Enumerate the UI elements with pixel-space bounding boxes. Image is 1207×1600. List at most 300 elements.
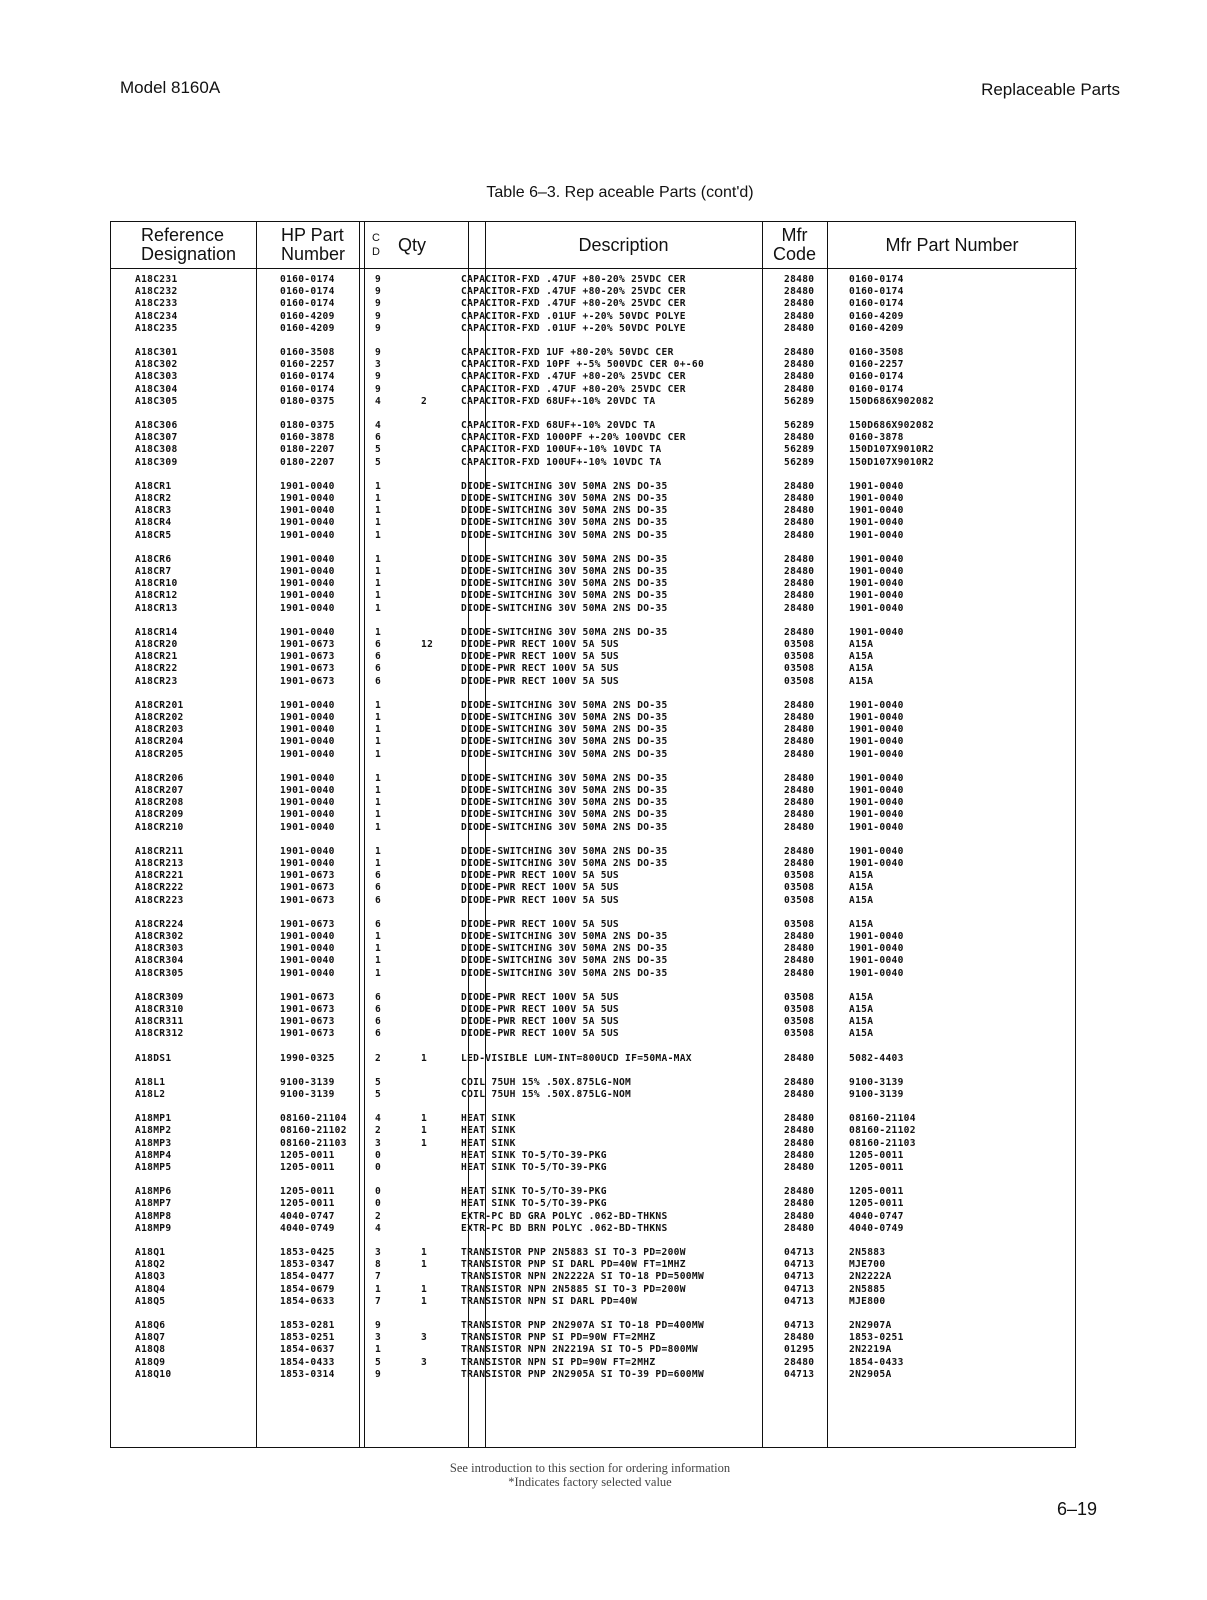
ref-designation: A18CR205 [135,748,184,760]
col-header-qty: Qty [397,234,426,255]
description: DIODE-SWITCHING 30V 50MA 2NS DO-35 [461,724,668,736]
mfr-part-number: 1901-0040 [849,626,904,638]
cd-digit: 1 [375,821,382,833]
cd-digit: 1 [375,602,382,614]
ref-designation: A18CR309 [135,991,184,1003]
hp-part-number: 0160-0174 [280,274,335,285]
mfr-part-number: 1854-0433 [849,1356,904,1368]
description: EXTR-PC BD GRA POLYC .062-BD-THKNS [461,1210,668,1222]
ref-designation: A18CR3 [135,505,172,517]
ref-designation: A18CR203 [135,724,184,736]
qty: 1 [421,1259,428,1271]
table-row [0,530,1207,542]
mfr-code: 28480 [784,785,815,796]
cd-digit: 0 [375,1149,382,1161]
mfr-part-number: 1901-0040 [849,480,904,492]
ref-designation: A18CR14 [135,626,178,638]
mfr-part-number: 1901-0040 [849,493,904,504]
hp-part-number: 1901-0040 [280,566,335,577]
mfr-part-number: 1901-0040 [849,578,904,590]
mfr-code: 03508 [784,675,815,687]
table-row [0,822,1207,834]
hp-part-number: 1205-0011 [280,1162,335,1173]
description: TRANSISTOR NPN SI PD=90W FT=2MHZ [461,1356,656,1368]
mfr-code: 03508 [784,639,815,650]
mfr-part-number: 0160-0174 [849,371,904,383]
ref-designation: A18CR6 [135,553,172,565]
description: DIODE-SWITCHING 30V 50MA 2NS DO-35 [461,748,668,760]
mfr-part-number: 1901-0040 [849,931,904,942]
mfr-part-number: 1901-0040 [849,602,904,614]
description: TRANSISTOR PNP 2N2905A SI TO-39 PD=600MW [461,1368,705,1380]
hp-part-number: 1901-0040 [280,699,335,711]
table-row [0,1138,1207,1150]
hp-part-number: 08160-21103 [280,1137,347,1149]
description: DIODE-SWITCHING 30V 50MA 2NS DO-35 [461,967,668,979]
mfr-part-number: 0160-0174 [849,286,904,298]
mfr-part-number: 150D686X902082 [849,420,935,431]
hp-part-number: 1901-0673 [280,882,335,894]
table-row [0,627,1207,639]
cd-digit: 0 [375,1198,382,1210]
mfr-code: 28480 [784,383,815,395]
description: EXTR-PC BD BRN POLYC .062-BD-THKNS [461,1222,668,1234]
col-header-mfr-code: Mfr Code [772,225,817,264]
ref-designation: A18C233 [135,298,178,310]
mfr-part-number: 0160-4209 [849,310,904,322]
ref-designation: A18CR224 [135,918,184,930]
mfr-code: 04713 [784,1283,815,1295]
mfr-part-number: 2N2219A [849,1344,892,1356]
mfr-code: 28480 [784,845,815,857]
hp-part-number: 1901-0040 [280,955,335,967]
cd-digit: 2 [375,1125,382,1137]
mfr-part-number: A15A [849,882,874,894]
hp-part-number: 0160-0174 [280,286,335,298]
cd-digit: 1 [375,736,382,748]
ref-designation: A18C303 [135,371,178,383]
table-row [0,676,1207,688]
description: DIODE-SWITCHING 30V 50MA 2NS DO-35 [461,736,668,748]
table-row [0,1150,1207,1162]
hp-part-number: 1853-0425 [280,1247,335,1258]
mfr-code: 28480 [784,821,815,833]
ref-designation: A18C306 [135,420,178,431]
cd-digit: 1 [375,931,382,942]
mfr-part-number: MJE800 [849,1295,886,1307]
mfr-part-number: 1901-0040 [849,736,904,748]
col-header-reference: Reference Designation [141,225,237,264]
table-row [0,895,1207,907]
hp-part-number: 1990-0325 [280,1052,335,1064]
ref-designation: A18CR303 [135,943,184,955]
ref-designation: A18MP6 [135,1186,172,1198]
description: DIODE-PWR RECT 100V 5A 5US [461,675,619,687]
table-row [0,712,1207,724]
mfr-code: 03508 [784,1016,815,1028]
mfr-part-number: 0160-4209 [849,322,904,334]
ref-designation: A18Q2 [135,1259,166,1271]
hp-part-number: 1901-0040 [280,772,335,784]
description: DIODE-SWITCHING 30V 50MA 2NS DO-35 [461,712,668,723]
hp-part-number: 1901-0673 [280,639,335,650]
ref-designation: A18CR223 [135,894,184,906]
table-row [0,432,1207,444]
description: HEAT SINK TO-5/TO-39-PKG [461,1198,607,1210]
cd-digit: 1 [375,529,382,541]
mfr-part-number: 0160-0174 [849,274,904,285]
mfr-code: 28480 [784,371,815,383]
table-row [0,1223,1207,1235]
hp-part-number: 1901-0673 [280,1016,335,1028]
description: CAPACITOR-FXD .47UF +80-20% 25VDC CER [461,371,686,383]
table-title: Table 6–3. Rep aceable Parts (cont'd) [486,184,754,201]
description: TRANSISTOR PNP SI PD=90W FT=2MHZ [461,1332,656,1344]
mfr-part-number: 08160-21102 [849,1125,916,1137]
mfr-part-number: 08160-21104 [849,1113,916,1125]
description: DIODE-SWITCHING 30V 50MA 2NS DO-35 [461,955,668,967]
mfr-code: 28480 [784,517,815,529]
ref-designation: A18MP2 [135,1125,172,1137]
ref-designation: A18Q3 [135,1271,166,1283]
mfr-part-number: 1205-0011 [849,1186,904,1198]
cd-digit: 1 [375,724,382,736]
hp-part-number: 0160-3878 [280,432,335,444]
mfr-part-number: 1901-0040 [849,699,904,711]
description: TRANSISTOR PNP SI DARL PD=40W FT=1MHZ [461,1259,686,1271]
table-row [0,1198,1207,1210]
hp-part-number: 0160-4209 [280,310,335,322]
table-row [0,1271,1207,1283]
cd-digit: 9 [375,310,382,322]
description: TRANSISTOR NPN SI DARL PD=40W [461,1295,638,1307]
mfr-part-number: 1901-0040 [849,712,904,723]
table-row [0,663,1207,675]
table-row [0,955,1207,967]
mfr-part-number: 1205-0011 [849,1149,904,1161]
description: DIODE-SWITCHING 30V 50MA 2NS DO-35 [461,602,668,614]
mfr-part-number: 1901-0040 [849,858,904,869]
cd-digit: 6 [375,651,382,663]
mfr-part-number: 0160-2257 [849,359,904,371]
mfr-code: 28480 [784,432,815,444]
ref-designation: A18Q1 [135,1247,166,1258]
mfr-part-number: 5082-4403 [849,1052,904,1064]
qty: 1 [421,1137,428,1149]
table-row [0,444,1207,456]
description: DIODE-SWITCHING 30V 50MA 2NS DO-35 [461,772,668,784]
mfr-code: 28480 [784,274,815,285]
hp-part-number: 1901-0040 [280,578,335,590]
description: DIODE-SWITCHING 30V 50MA 2NS DO-35 [461,505,668,517]
cd-digit: 6 [375,1016,382,1028]
mfr-part-number: 1853-0251 [849,1332,904,1344]
hp-part-number: 1901-0673 [280,991,335,1003]
table-row [0,992,1207,1004]
qty: 1 [421,1052,428,1064]
mfr-part-number: 0160-3878 [849,432,904,444]
description: DIODE-PWR RECT 100V 5A 5US [461,882,619,894]
hp-part-number: 1854-0679 [280,1283,335,1295]
mfr-code: 28480 [784,1089,815,1100]
ref-designation: A18CR208 [135,797,184,809]
hp-part-number: 1901-0040 [280,517,335,529]
table-row [0,1162,1207,1174]
mfr-part-number: 150D107X9010R2 [849,444,935,456]
mfr-part-number: A15A [849,651,874,663]
mfr-code: 04713 [784,1271,815,1283]
description: DIODE-SWITCHING 30V 50MA 2NS DO-35 [461,493,668,504]
hp-part-number: 9100-3139 [280,1089,335,1100]
mfr-code: 28480 [784,505,815,517]
ref-designation: A18CR10 [135,578,178,590]
mfr-code: 03508 [784,918,815,930]
description: TRANSISTOR NPN 2N2219A SI TO-5 PD=800MW [461,1344,698,1356]
description: DIODE-SWITCHING 30V 50MA 2NS DO-35 [461,529,668,541]
ref-designation: A18Q7 [135,1332,166,1344]
description: CAPACITOR-FXD 100UF+-10% 10VDC TA [461,444,662,456]
footnote-ordering: See introduction to this section for ordering information [449,1461,731,1475]
mfr-part-number: 2N5883 [849,1247,886,1258]
description: COIL 75UH 15% .50X.875LG-NOM [461,1076,632,1088]
qty: 1 [421,1283,428,1295]
ref-designation: A18Q4 [135,1283,166,1295]
description: HEAT SINK TO-5/TO-39-PKG [461,1186,607,1198]
mfr-part-number: A15A [849,870,874,882]
table-row [0,1284,1207,1296]
description: DIODE-PWR RECT 100V 5A 5US [461,663,619,675]
cd-digit: 4 [375,420,382,431]
hp-part-number: 1901-0040 [280,712,335,723]
cd-digit: 5 [375,1089,382,1100]
ref-designation: A18CR4 [135,517,172,529]
mfr-code: 28480 [784,1210,815,1222]
cd-digit: 9 [375,274,382,285]
ref-designation: A18CR221 [135,870,184,882]
ref-designation: A18CR22 [135,663,178,675]
mfr-code: 03508 [784,870,815,882]
cd-digit: 0 [375,1162,382,1173]
mfr-code: 28480 [784,1186,815,1198]
ref-designation: A18MP4 [135,1149,172,1161]
mfr-part-number: 1901-0040 [849,553,904,565]
description: DIODE-SWITCHING 30V 50MA 2NS DO-35 [461,566,668,577]
qty: 2 [421,395,428,407]
table-row [0,347,1207,359]
mfr-part-number: 1901-0040 [849,797,904,809]
mfr-code: 56289 [784,395,815,407]
hp-part-number: 0160-0174 [280,298,335,310]
mfr-part-number: 150D107X9010R2 [849,456,935,468]
mfr-code: 03508 [784,882,815,894]
col-header-mfr-part: Mfr Part Number [885,234,1019,255]
cd-digit: 2 [375,1210,382,1222]
mfr-part-number: 1901-0040 [849,724,904,736]
table-row [0,773,1207,785]
hp-part-number: 1853-0347 [280,1259,335,1271]
hp-part-number: 1901-0040 [280,931,335,942]
table-row [0,1089,1207,1101]
ref-designation: A18MP7 [135,1198,172,1210]
hp-part-number: 1901-0040 [280,590,335,602]
table-row [0,1247,1207,1259]
mfr-part-number: 2N2222A [849,1271,892,1283]
cd-digit: 1 [375,699,382,711]
table-row [0,1211,1207,1223]
ref-designation: A18CR213 [135,858,184,869]
mfr-code: 28480 [784,1222,815,1234]
mfr-code: 28480 [784,529,815,541]
ref-designation: A18CR2 [135,493,172,504]
ref-designation: A18CR201 [135,699,184,711]
qty: 1 [421,1113,428,1125]
ref-designation: A18CR312 [135,1028,184,1040]
mfr-code: 28480 [784,310,815,322]
table-row [0,1332,1207,1344]
mfr-code: 28480 [784,1137,815,1149]
hp-part-number: 1901-0040 [280,858,335,869]
mfr-code: 03508 [784,1028,815,1040]
ref-designation: A18CR310 [135,1004,184,1015]
ref-designation: A18CR222 [135,882,184,894]
table-row [0,505,1207,517]
mfr-part-number: A15A [849,1004,874,1015]
description: COIL 75UH 15% .50X.875LG-NOM [461,1089,632,1100]
mfr-code: 28480 [784,712,815,723]
mfr-code: 28480 [784,748,815,760]
table-row [0,1028,1207,1040]
ref-designation: A18L1 [135,1076,166,1088]
ref-designation: A18C302 [135,359,178,371]
table-row [0,1186,1207,1198]
hp-part-number: 1853-0281 [280,1320,335,1331]
mfr-part-number: 0160-0174 [849,298,904,310]
table-row [0,943,1207,955]
ref-designation: A18CR21 [135,651,178,663]
cd-digit: 3 [375,1332,382,1344]
table-row [0,1113,1207,1125]
description: HEAT SINK [461,1137,516,1149]
mfr-code: 28480 [784,858,815,869]
table-row [0,420,1207,432]
cd-digit: 6 [375,1028,382,1040]
description: HEAT SINK [461,1125,516,1137]
qty: 3 [421,1332,428,1344]
description: DIODE-SWITCHING 30V 50MA 2NS DO-35 [461,626,668,638]
mfr-part-number: A15A [849,918,874,930]
hp-part-number: 1901-0040 [280,529,335,541]
hp-part-number: 1901-0040 [280,748,335,760]
table-row [0,493,1207,505]
cd-digit: 0 [375,1186,382,1198]
cd-digit: 1 [375,809,382,821]
ref-designation: A18C234 [135,310,178,322]
cd-digit: 1 [375,1344,382,1356]
mfr-code: 04713 [784,1295,815,1307]
ref-designation: A18CR13 [135,602,178,614]
mfr-part-number: 4040-0747 [849,1210,904,1222]
mfr-part-number: 1901-0040 [849,529,904,541]
mfr-code: 56289 [784,444,815,456]
cd-digit: 6 [375,894,382,906]
mfr-code: 28480 [784,298,815,310]
table-row [0,1369,1207,1381]
hp-part-number: 1854-0477 [280,1271,335,1283]
description: DIODE-PWR RECT 100V 5A 5US [461,1016,619,1028]
hp-part-number: 1854-0633 [280,1295,335,1307]
description: DIODE-SWITCHING 30V 50MA 2NS DO-35 [461,553,668,565]
description: DIODE-SWITCHING 30V 50MA 2NS DO-35 [461,809,668,821]
mfr-code: 28480 [784,347,815,358]
cd-digit: 1 [375,626,382,638]
description: DIODE-PWR RECT 100V 5A 5US [461,870,619,882]
table-row [0,481,1207,493]
table-row [0,517,1207,529]
table-row [0,311,1207,323]
table-row [0,870,1207,882]
ref-designation: A18CR1 [135,480,172,492]
hp-part-number: 1901-0040 [280,967,335,979]
cd-digit: 1 [375,480,382,492]
mfr-code: 28480 [784,1125,815,1137]
cd-digit: 1 [375,845,382,857]
cd-digit: 7 [375,1271,382,1283]
table-row [0,1259,1207,1271]
mfr-code: 03508 [784,894,815,906]
table-row [0,1320,1207,1332]
cd-digit: 9 [375,371,382,383]
table-row [0,274,1207,286]
mfr-part-number: 2N2905A [849,1368,892,1380]
mfr-code: 28480 [784,602,815,614]
mfr-code: 28480 [784,955,815,967]
table-row [0,919,1207,931]
cd-digit: 1 [375,858,382,869]
table-row [0,359,1207,371]
cd-digit: 7 [375,1295,382,1307]
ref-designation: A18Q8 [135,1344,166,1356]
hp-part-number: 1901-0673 [280,675,335,687]
description: DIODE-PWR RECT 100V 5A 5US [461,651,619,663]
ref-designation: A18MP8 [135,1210,172,1222]
description: DIODE-PWR RECT 100V 5A 5US [461,918,619,930]
cd-digit: 6 [375,675,382,687]
col-header-cd: C D [372,232,380,258]
description: CAPACITOR-FXD .47UF +80-20% 25VDC CER [461,274,686,285]
hp-part-number: 1901-0040 [280,626,335,638]
mfr-part-number: A15A [849,663,874,675]
cd-digit: 2 [375,1052,382,1064]
mfr-part-number: 1901-0040 [849,955,904,967]
table-row [0,749,1207,761]
mfr-part-number: 2N2907A [849,1320,892,1331]
hp-part-number: 1901-0040 [280,480,335,492]
mfr-code: 28480 [784,736,815,748]
description: DIODE-SWITCHING 30V 50MA 2NS DO-35 [461,785,668,796]
table-row [0,566,1207,578]
ref-designation: A18CR305 [135,967,184,979]
table-row [0,1016,1207,1028]
hp-part-number: 1901-0040 [280,493,335,504]
ref-designation: A18CR210 [135,821,184,833]
hp-part-number: 1901-0040 [280,797,335,809]
mfr-part-number: 1901-0040 [849,785,904,796]
cd-digit: 6 [375,663,382,675]
cd-digit: 6 [375,1004,382,1015]
mfr-code: 04713 [784,1247,815,1258]
table-row [0,931,1207,943]
hp-part-number: 1854-0637 [280,1344,335,1356]
